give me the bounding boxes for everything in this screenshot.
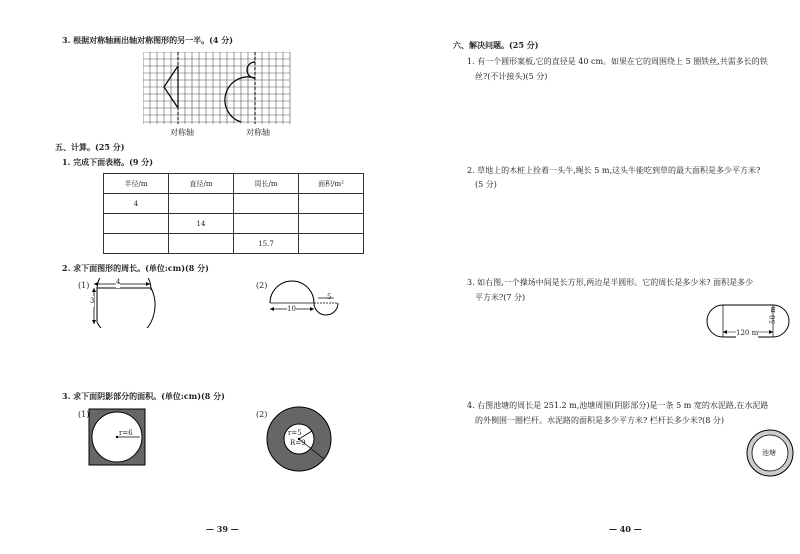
- symmetry-grid: [143, 52, 293, 124]
- q3-fig2-label: (2): [256, 410, 268, 419]
- s6-q1-line2: 丝?(不计接头)(5 分): [475, 72, 548, 81]
- q2-fig2-small: 5: [327, 293, 332, 301]
- page-number-left: — 39 —: [206, 524, 239, 534]
- s6-q1-line1: 1. 有一个圆形案板,它的直径是 40 cm。如果在它的周围绕上 5 圈铁丝,共需多长的铁: [467, 57, 768, 66]
- q2-fig1-label: (1): [78, 281, 90, 290]
- q3-figure-1: [88, 408, 148, 468]
- table-cell: [104, 214, 169, 234]
- pond-label: 池塘: [762, 449, 776, 457]
- table-cell: 15.7: [234, 234, 299, 254]
- axis-label-2: 对称轴: [246, 128, 270, 137]
- q3-fig1-r: r=6: [119, 429, 133, 437]
- section5-title: 五、计算。(25 分): [55, 142, 125, 152]
- table-row: [104, 234, 364, 254]
- table-cell: 14: [169, 214, 234, 234]
- table-header-row: [104, 174, 364, 194]
- s6-q4-line2: 的外侧围一圈栏杆。水泥路的面积是多少平方米? 栏杆长多少米?(8 分): [475, 416, 724, 425]
- field-length-label: 120 m: [736, 329, 759, 337]
- q2-fig1-width: 4: [116, 278, 121, 286]
- q2-figure-1: [88, 278, 163, 328]
- field-width-label: 50 m: [769, 306, 777, 324]
- s6-q3-line1: 3. 如右图,一个操场中间是长方形,两边是半圆形。它的周长是多少米? 面积是多少: [467, 278, 754, 287]
- table-row: [104, 194, 364, 214]
- s5-q1-title: 1. 完成下面表格。(9 分): [62, 157, 154, 167]
- q3-symmetry-title: 3. 根据对称轴画出轴对称图形的另一半。(4 分): [62, 35, 234, 45]
- q2-fig2-label: (2): [256, 281, 268, 290]
- table-cell: 4: [104, 194, 169, 214]
- q3-fig2-r: r=5: [288, 429, 302, 437]
- q2-figure-2: [262, 278, 357, 328]
- s6-q2-line2: (5 分): [475, 180, 497, 189]
- table-cell: [299, 194, 364, 214]
- table-row: [104, 214, 364, 234]
- table-cell: [299, 234, 364, 254]
- q2-fig1-height: 3: [90, 297, 95, 305]
- q3-fig1-label: (1): [78, 410, 90, 419]
- table-header: 周长/m: [234, 174, 299, 194]
- calc-table: [103, 173, 364, 254]
- table-cell: [104, 234, 169, 254]
- q3-fig2-R: R=9: [290, 439, 306, 447]
- table-cell: [169, 234, 234, 254]
- table-cell: [234, 194, 299, 214]
- s6-q4-line1: 4. 右图池塘的周长是 251.2 m,池塘周围(阴影部分)是一条 5 m 宽的水泥路,在水泥路: [467, 401, 769, 410]
- q2-fig2-length: 10: [287, 305, 296, 313]
- s5-q3-title: 3. 求下面阴影部分的面积。(单位:cm)(8 分): [62, 391, 225, 401]
- table-cell: [169, 194, 234, 214]
- s5-q2-title: 2. 求下面图形的周长。(单位:cm)(8 分): [62, 263, 209, 273]
- table-header: 面积/m²: [299, 174, 364, 194]
- axis-label-1: 对称轴: [170, 128, 194, 137]
- page-number-right: — 40 —: [609, 524, 642, 534]
- table-cell: [234, 214, 299, 234]
- section6-title: 六、解决问题。(25 分): [453, 40, 539, 50]
- table-header: 半径/m: [104, 174, 169, 194]
- s6-q2-line1: 2. 草地上的木桩上拴着一头牛,绳长 5 m,这头牛能吃到草的最大面积是多少平方米?: [467, 166, 761, 175]
- s6-q3-line2: 平方米?(7 分): [475, 293, 526, 302]
- table-cell: [299, 214, 364, 234]
- table-header: 直径/m: [169, 174, 234, 194]
